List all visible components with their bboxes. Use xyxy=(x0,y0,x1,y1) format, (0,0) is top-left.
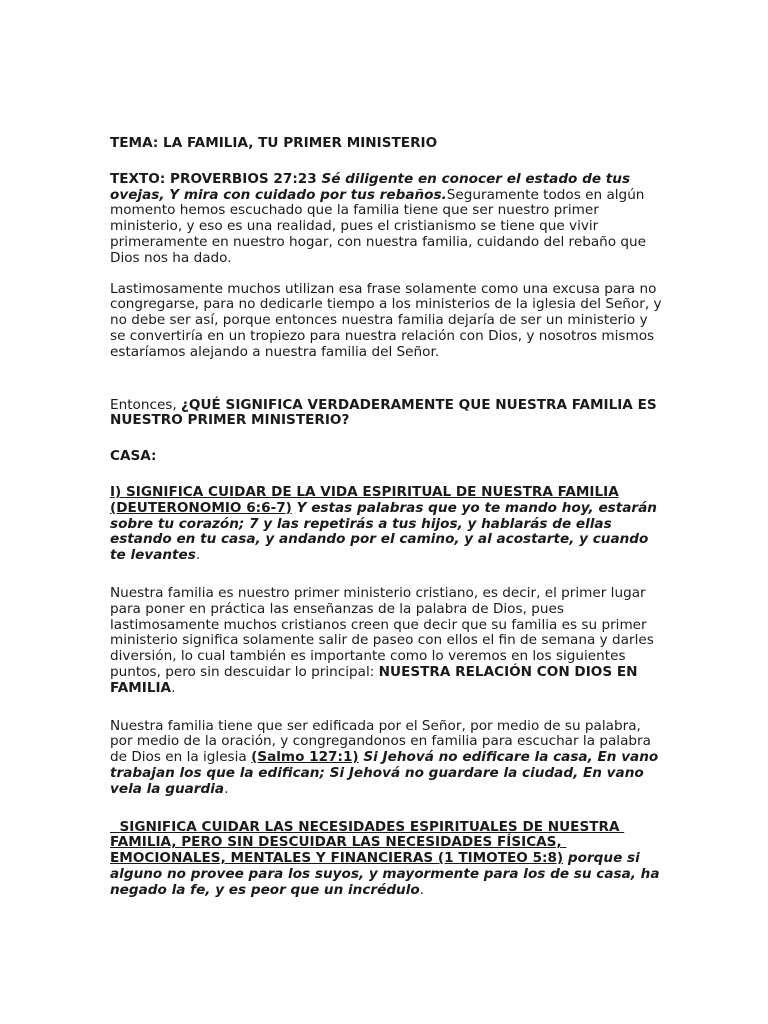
point-1-verse: Y estas palabras que yo te mando hoy, estarán sobre tu corazón; 7 y las repetirás a tus hijos, y hablarás de ellas estando en tu casa, y andando por el camino, y al acostarte, y cuando te levantes xyxy=(110,499,657,564)
texto-paragraph xyxy=(110,172,662,267)
texto-body: Seguramente todos en algún momento hemos escuchado que la familia tiene que ser nuestro primer ministerio, y eso es una realidad, pues el cristianismo se tiene que vivir primeramente en nuestro hogar, con nuestra familia, cuidando del rebaño que Dios nos ha dado. xyxy=(110,186,647,266)
paragraph-edificada xyxy=(110,719,662,798)
question-lead: Entonces, xyxy=(110,396,182,413)
texto-verse: Sé diligente en conocer el estado de tus ovejas, Y mira con cuidado por tus rebaños. xyxy=(110,170,631,203)
paragraph-ministerio-text: Nuestra familia es nuestro primer ministerio cristiano, es decir, el primer lugar para poner en práctica las enseñanzas de la palabra de Dios, pues lastimosamente muchos cristianos creen que decir que su familia es su primer ministerio significa solamente salir de paseo con ellos el fin de semana y darles diversión, lo cual también es importante como lo veremos en los siguientes puntos, pero sin descuidar lo principal: xyxy=(110,584,654,680)
casa-heading: CASA: xyxy=(110,448,157,465)
point-2-verse: porque si alguno no provee para los suyos, y mayormente para los de su casa, ha negado la fe, y es peor que un incrédulo xyxy=(110,850,660,898)
paragraph-ministerio-end: . xyxy=(171,679,176,696)
salmo-reference: (Salmo 127:1) xyxy=(251,749,359,766)
point-1-end: . xyxy=(195,547,201,564)
point-2 xyxy=(110,820,662,899)
paragraph-ministerio-bold: NUESTRA RELACIÓN CON DIOS EN FAMILIA xyxy=(110,663,638,696)
question-text: ¿QUÉ SIGNIFICA VERDADERAMENTE QUE NUESTRA FAMILIA ES NUESTRO PRIMER MINISTERIO? xyxy=(110,396,657,429)
point-1-heading: I) SIGNIFICA CUIDAR DE LA VIDA ESPIRITUAL DE NUESTRA FAMILIA (DEUTERONOMIO 6:6-7) xyxy=(110,483,619,516)
texto-label: TEXTO: PROVERBIOS 27:23 xyxy=(110,170,322,187)
sermon-title: TEMA: LA FAMILIA, TU PRIMER MINISTERIO xyxy=(110,135,438,151)
paragraph-excusa: Lastimosamente muchos utilizan esa frase solamente como una excusa para no congregarse, para no dedicarle tiempo a los ministerios de la iglesia del Señor, y no debe ser así, porque entonces nuestra familia dejaría de ser un ministerio y se convertiría en un tropiezo para nuestra relación con Dios, y nosotros mismos estaríamos alejando a nuestra familia del Señor. xyxy=(110,280,662,360)
question-paragraph xyxy=(110,398,662,430)
document-page xyxy=(110,136,662,898)
point-1 xyxy=(110,485,662,564)
paragraph-edificada-end: . xyxy=(224,780,229,797)
point-2-end: . xyxy=(419,881,425,898)
paragraph-ministerio xyxy=(110,586,662,697)
paragraph-edificada-text: Nuestra familia tiene que ser edificada por el Señor, por medio de su palabra, por medio de la oración, y congregandonos en familia para escuchar la palabra de Dios en la iglesia xyxy=(110,717,651,766)
salmo-verse: Si Jehová no edificare la casa, En vano trabajan los que la edifican; Si Jehová no guardare la ciudad, En vano vela la guardia xyxy=(110,749,659,797)
point-2-heading: SIGNIFICA CUIDAR LAS NECESIDADES ESPIRITUALES DE NUESTRA FAMILIA, PERO SIN DESCUIDAR LAS NECESIDADES FÍSICAS, EMOCIONALES, MENTALES Y FINANCIERAS (1 TIMOTEO 5:8) xyxy=(110,818,625,867)
